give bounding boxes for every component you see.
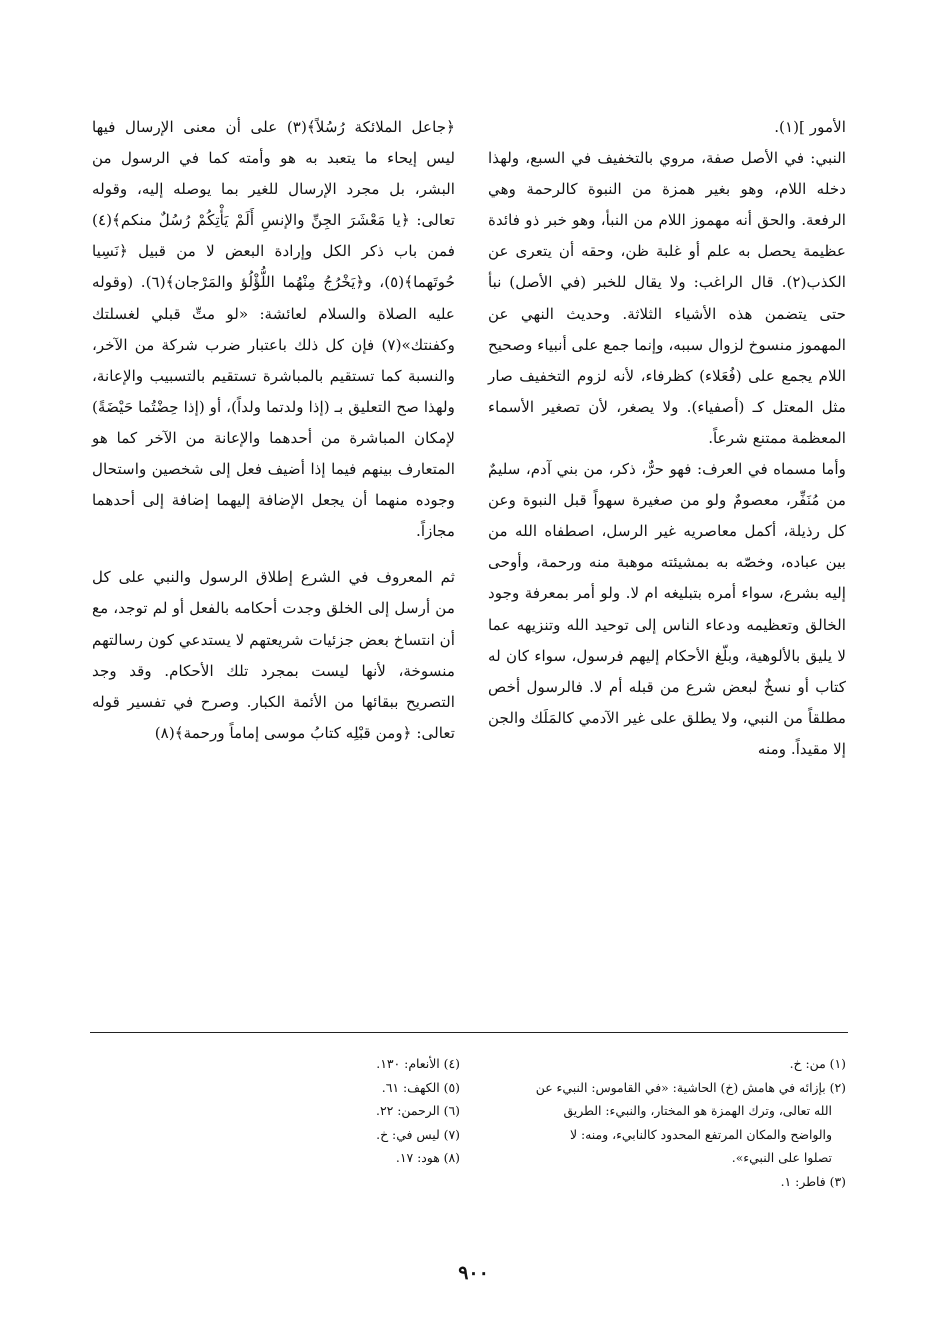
footnote: (٦) الرحمن: ٢٢.: [376, 1103, 460, 1119]
footnote: (٢) بإزائه في هامش (خ) الحاشية: «في القاموس: النبيء عن: [535, 1079, 846, 1095]
footnote: (٨) هود: ١٧.: [395, 1150, 460, 1166]
footnote-divider: [90, 1032, 848, 1033]
paragraph: ﴿جاعل الملائكة رُسُلاً﴾(٣) على أن معنى الإرسال فيها ليس إيحاء ما يتعبد به هو وأمته كما في الرسول من البشر، بل مجرد الإرسال للغير بما يوصله إليه، وقوله تعالى: ﴿يا مَعْشَرَ الجِنِّ والإنسِ أَلَمْ يَأْتِكُمْ رُسُلٌ منكم﴾(٤) فمن باب ذكر الكل وإرادة البعض لا من قبيل ﴿نَسِيا حُوتَهما﴾(٥)، و﴿يَخْرُجُ مِنْهُما اللُّؤْلُؤ والمَرْجان﴾(٦). (وقوله عليه الصلاة والسلام لعائشة: «لو متِّ قبلي لغسلتك وكفنتك»(٧) فإن كل ذلك باعتبار ضرب شركة من الآخر، والنسبة كما تستقيم بالمباشرة تستقيم بالتسبيب والإعانة، ولهذا صح التعليق بـ (إذا ولدتما ولداً)، أو (إذا حِضْتُما حَيْضَةً) لإمكان المباشرة من أحدهما والإعانة من الآخر كما هو المتعارف بينهم فيما إذا أضيف فعل إلى شخصين واستحال وجوده منهما أن يجعل الإضافة إليهما إضافة إلى أحدهما مجازاً.: [92, 118, 456, 541]
paragraph: النبي: في الأصل صفة، مروي بالتخفيف في السبع، ولهذا دخله اللام، وهو بغير همزة من النبوة كالرحمة وهي الرفعة. والحق أنه مهموز اللام من النبأ، وهو خبر ذو فائدة عظيمة يحصل به علم أو غلبة ظن، وحقه أن يتعرى عن الكذب(٢). قال الراغب: ولا يقال للخبر (في الأصل) نبأ حتى يتضمن هذه الأشياء الثلاثة. وحديث النهي عن المهموز منسوخ لزوال سببه، وإنما جمع على أنبياء وصحيح اللام يجمع على (فُعَلاء) كظرفاء، لأنه لزوم التخفيف صار مثل المعتل كـ (أصفياء). ولا يصغر، لأن تصغير الأسماء المعظمة ممتنع شرعاً.: [488, 149, 846, 447]
page-number: ٩٠٠: [458, 1262, 489, 1284]
paragraph: وأما مسماه في العرف: فهو حرٌّ، ذكر، من بني آدم، سليمٌ من مُنَفِّر، معصومٌ ولو من صغيرة سهواً قبل النبوة وعن كل رذيلة، أكمل معاصريه غير الرسل، اصطفاه الله من بين عباده، وخصّه به بمشيئته موهبة منه ورحمة، وأوحى إليه بشرع، سواء أمره بتبليغه ام لا. ولو أمر بمعرفة وجود الخالق وتعظيمه ودعاء الناس إلى توحيد الله وتنزيهه عما لا يليق بالألوهية، وبلّغ الأحكام إليهم فرسول، سواء كان له كتاب أو نسخٌ لبعض شرع من قبله أم لا. فالرسول أخص مطلقاً من النبي، ولا يطلق على غير الآدمي كالمَلَك والجن إلا مقيداً. ومنه: [488, 460, 846, 758]
footnote-continuation: الله تعالى، وترك الهمزة هو المختار، والنبيء: الطريق: [563, 1103, 832, 1119]
footnote: (٧) ليس في: خ.: [376, 1126, 460, 1142]
footnote: (٥) الكهف: ٦١.: [381, 1079, 460, 1095]
footnote-continuation: والواضح والمكان المرتفع المحدود كالنابيء، ومنه: لا: [569, 1126, 832, 1142]
footnotes-left: [360, 1052, 460, 1170]
footnote-continuation: تصلوا على النبيء».: [731, 1150, 832, 1166]
footnote: (٣) فاطر: ١.: [780, 1173, 846, 1189]
right-text-column: [488, 112, 846, 765]
paragraph-gap: [92, 547, 455, 562]
footnotes-right: [476, 1052, 846, 1194]
paragraph: ثم المعروف في الشرع إطلاق الرسول والنبي على كل من أرسل إلى الخلق وجدت أحكامه بالفعل أو لم توجد، مع أن انتساخ بعض جزئيات شريعتهم لا يستدعي كون رسالتهم منسوخة، لأنها ليست بمجرد تلك الأحكام. وقد وجد التصريح ببقائها من الأئمة الكبار. وصرح في تفسير قوله تعالى: ﴿ومن قبْلِه كتابُ موسى إماماً ورحمة﴾(٨): [92, 568, 455, 742]
footnote: (٤) الأنعام: ١٣٠.: [376, 1056, 460, 1071]
left-text-column: [92, 112, 455, 749]
paragraph: الأمور ](١).: [774, 118, 846, 136]
footnote: (١) من: خ.: [789, 1056, 846, 1071]
